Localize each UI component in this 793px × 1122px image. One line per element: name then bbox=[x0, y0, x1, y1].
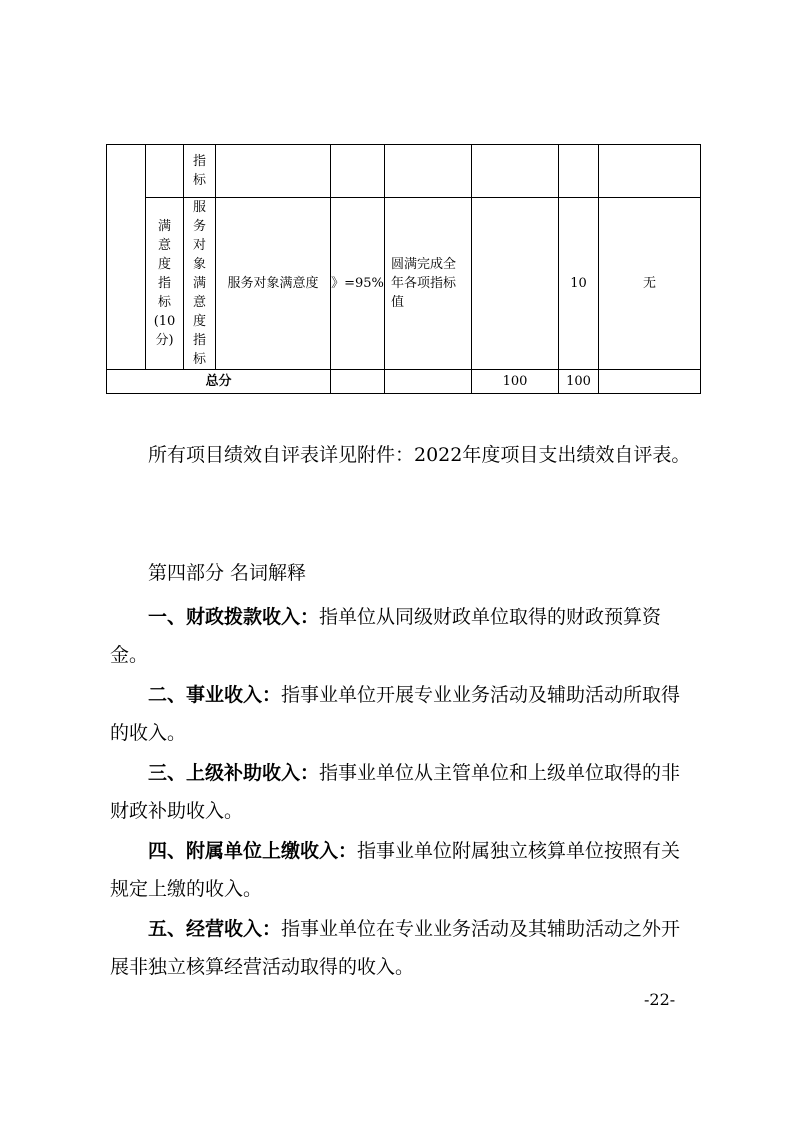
table-cell bbox=[216, 145, 331, 198]
term-title: 二、事业收入： bbox=[148, 684, 282, 706]
term-definition: 指事业单位在专业业务活动及其辅助活动之外开展非独立核算经营活动取得的收入。 bbox=[110, 918, 681, 978]
total-score: 100 bbox=[559, 370, 599, 394]
table-row bbox=[107, 145, 701, 198]
term-definition: 指单位从同级财政单位取得的财政预算资金。 bbox=[110, 606, 662, 666]
total-label: 总分 bbox=[107, 370, 331, 394]
table-row bbox=[107, 198, 701, 370]
table-cell-weight bbox=[472, 198, 559, 370]
table-cell bbox=[146, 145, 184, 198]
intro-paragraph: 所有项目绩效自评表详见附件：2022年度项目支出绩效自评表。 bbox=[148, 444, 691, 466]
term-title: 四、附属单位上缴收入： bbox=[148, 840, 358, 862]
term-item bbox=[110, 910, 695, 986]
table-cell bbox=[385, 145, 472, 198]
term-title: 一、财政拨款收入： bbox=[148, 606, 320, 628]
term-item bbox=[110, 754, 695, 830]
table-cell bbox=[599, 145, 701, 198]
term-title: 三、上级补助收入： bbox=[148, 762, 320, 784]
section-heading: 第四部分 名词解释 bbox=[148, 562, 307, 584]
term-definition: 指事业单位开展专业业务活动及辅助活动所取得的收入。 bbox=[110, 684, 681, 744]
table-cell bbox=[472, 145, 559, 198]
table-cell-note: 无 bbox=[599, 198, 701, 370]
table-cell-completion: 圆满完成全 年各项指标 值 bbox=[385, 198, 472, 370]
term-item bbox=[110, 676, 695, 752]
table-cell bbox=[331, 370, 385, 394]
table-cell-target: 》=95% bbox=[331, 198, 385, 370]
performance-table bbox=[106, 144, 701, 394]
term-item bbox=[110, 832, 695, 908]
table-cell-indicator: 服务对象满意度 bbox=[216, 198, 331, 370]
table-cell bbox=[331, 145, 385, 198]
table-cell-score: 10 bbox=[559, 198, 599, 370]
table-cell-level1 bbox=[107, 145, 146, 370]
table-cell bbox=[385, 370, 472, 394]
table-cell-subcategory-tail: 指 标 bbox=[184, 145, 216, 198]
term-title: 五、经营收入： bbox=[148, 918, 282, 940]
table-cell bbox=[559, 145, 599, 198]
table-row-total bbox=[107, 370, 701, 394]
table-cell-category: 满 意 度 指 标 (10 分) bbox=[146, 198, 184, 370]
term-definition: 指事业单位从主管单位和上级单位取得的非财政补助收入。 bbox=[110, 762, 681, 822]
page-number: -22- bbox=[644, 990, 676, 1009]
term-item bbox=[110, 598, 695, 674]
total-weight: 100 bbox=[472, 370, 559, 394]
table-cell bbox=[599, 370, 701, 394]
term-definition: 指事业单位附属独立核算单位按照有关规定上缴的收入。 bbox=[110, 840, 681, 900]
table-cell-subcategory: 服 务 对 象 满 意 度 指 标 bbox=[184, 198, 216, 370]
